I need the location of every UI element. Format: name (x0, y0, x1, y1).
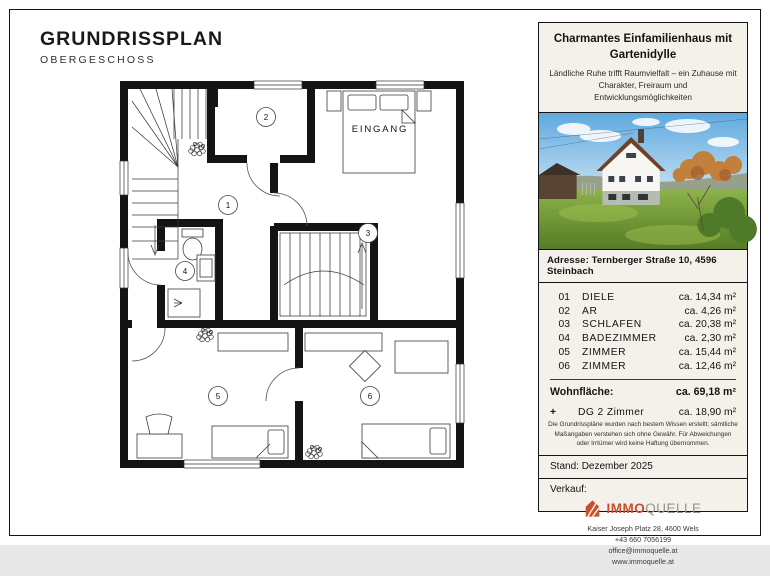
room-label-3: 3 (365, 229, 371, 238)
floor-plan (118, 79, 466, 475)
room-label-1: 1 (225, 201, 231, 210)
plant-icon (189, 142, 206, 156)
total-row (550, 386, 736, 400)
extra-label: DG 2 Zimmer (578, 407, 645, 419)
room-label-4: 4 (182, 267, 188, 276)
contact-line: +43 660 7056199 (614, 535, 672, 545)
plan-header (40, 28, 223, 66)
room-no: 03 (558, 319, 570, 331)
room-name: ZIMMER (582, 360, 627, 372)
sale-block (539, 478, 747, 576)
room-label-5: 5 (215, 392, 221, 401)
room-label-2: 2 (263, 113, 269, 122)
room-no: 02 (558, 305, 570, 317)
room-area: ca. 12,46 m² (678, 360, 736, 372)
room-area: ca. 4,26 m² (684, 305, 736, 317)
room-row (550, 332, 736, 346)
room-table (539, 283, 747, 420)
plus-sign: + (550, 407, 557, 419)
room-row (550, 346, 736, 360)
plant-icon (197, 328, 214, 342)
date-row: Stand: Dezember 2025 (539, 455, 747, 478)
page-title: GRUNDRISSPLAN (40, 28, 224, 50)
room-name: BADEZIMMER (582, 333, 657, 345)
room-no: 06 (558, 360, 570, 372)
room-label-6: 6 (367, 392, 373, 401)
room-row (550, 305, 736, 319)
extra-row (550, 406, 736, 420)
listing-title: Charmantes Einfamilienhaus mit Gartenidylle (553, 33, 733, 61)
address-bar: Adresse: Ternberger Straße 10, 4596 Steinbach (539, 250, 747, 283)
room-area: ca. 15,44 m² (678, 346, 736, 358)
sale-label: Verkauf: (550, 483, 587, 495)
room-table-rows (550, 291, 736, 374)
room-no: 04 (558, 333, 570, 345)
contact-lines (550, 523, 736, 568)
room-area: ca. 2,30 m² (684, 333, 736, 345)
company-logo (550, 499, 736, 518)
disclaimer-text: Die Grundrisspläne wurden nach bestem Wissen erstellt; sämtliche Maßangaben verstehen sich ohne Gewähr. Für Abweichungen oder Irrtümer wird keine Haftung übernommen. (548, 421, 738, 448)
room-name: AR (582, 305, 598, 317)
info-sidebar (538, 22, 748, 567)
total-label: Wohnfläche: (550, 386, 614, 399)
staircase-down (280, 233, 366, 316)
room-area: ca. 20,38 m² (678, 319, 736, 331)
house-logo-icon (584, 499, 601, 518)
contact-line: Kaiser Joseph Platz 28, 4600 Wels (587, 523, 699, 533)
room-area: ca. 14,34 m² (678, 291, 736, 303)
entrance-label: EINGANG (351, 124, 409, 135)
extra-area: ca. 18,90 m² (678, 407, 736, 419)
page-subtitle: OBERGESCHOSS (40, 54, 156, 66)
room-name: SCHLAFEN (582, 319, 642, 331)
room-name: ZIMMER (582, 346, 627, 358)
room-row (550, 318, 736, 332)
total-area: ca. 69,18 m² (675, 386, 736, 399)
logo-quelle: QUELLE (645, 500, 702, 516)
plant-icon (306, 445, 323, 459)
room-row (550, 360, 736, 374)
listing-subtitle: Ländliche Ruhe trifft Raumvielfalt – ein Zuhause mit Charakter, Freiraum und Entwicklungsmöglichkeiten (549, 69, 737, 102)
contact-line: www.immoquelle.at (612, 557, 674, 567)
listing-header (539, 23, 747, 113)
logo-immo: IMMO (606, 500, 646, 516)
room-row (550, 291, 736, 305)
house-photo-illustration (539, 113, 747, 249)
room-no: 01 (558, 291, 570, 303)
room-name: DIELE (582, 291, 615, 303)
contact-line: office@immoquelle.at (608, 546, 678, 556)
table-divider (550, 379, 736, 380)
room-no: 05 (558, 346, 570, 358)
house-photo (539, 113, 747, 250)
